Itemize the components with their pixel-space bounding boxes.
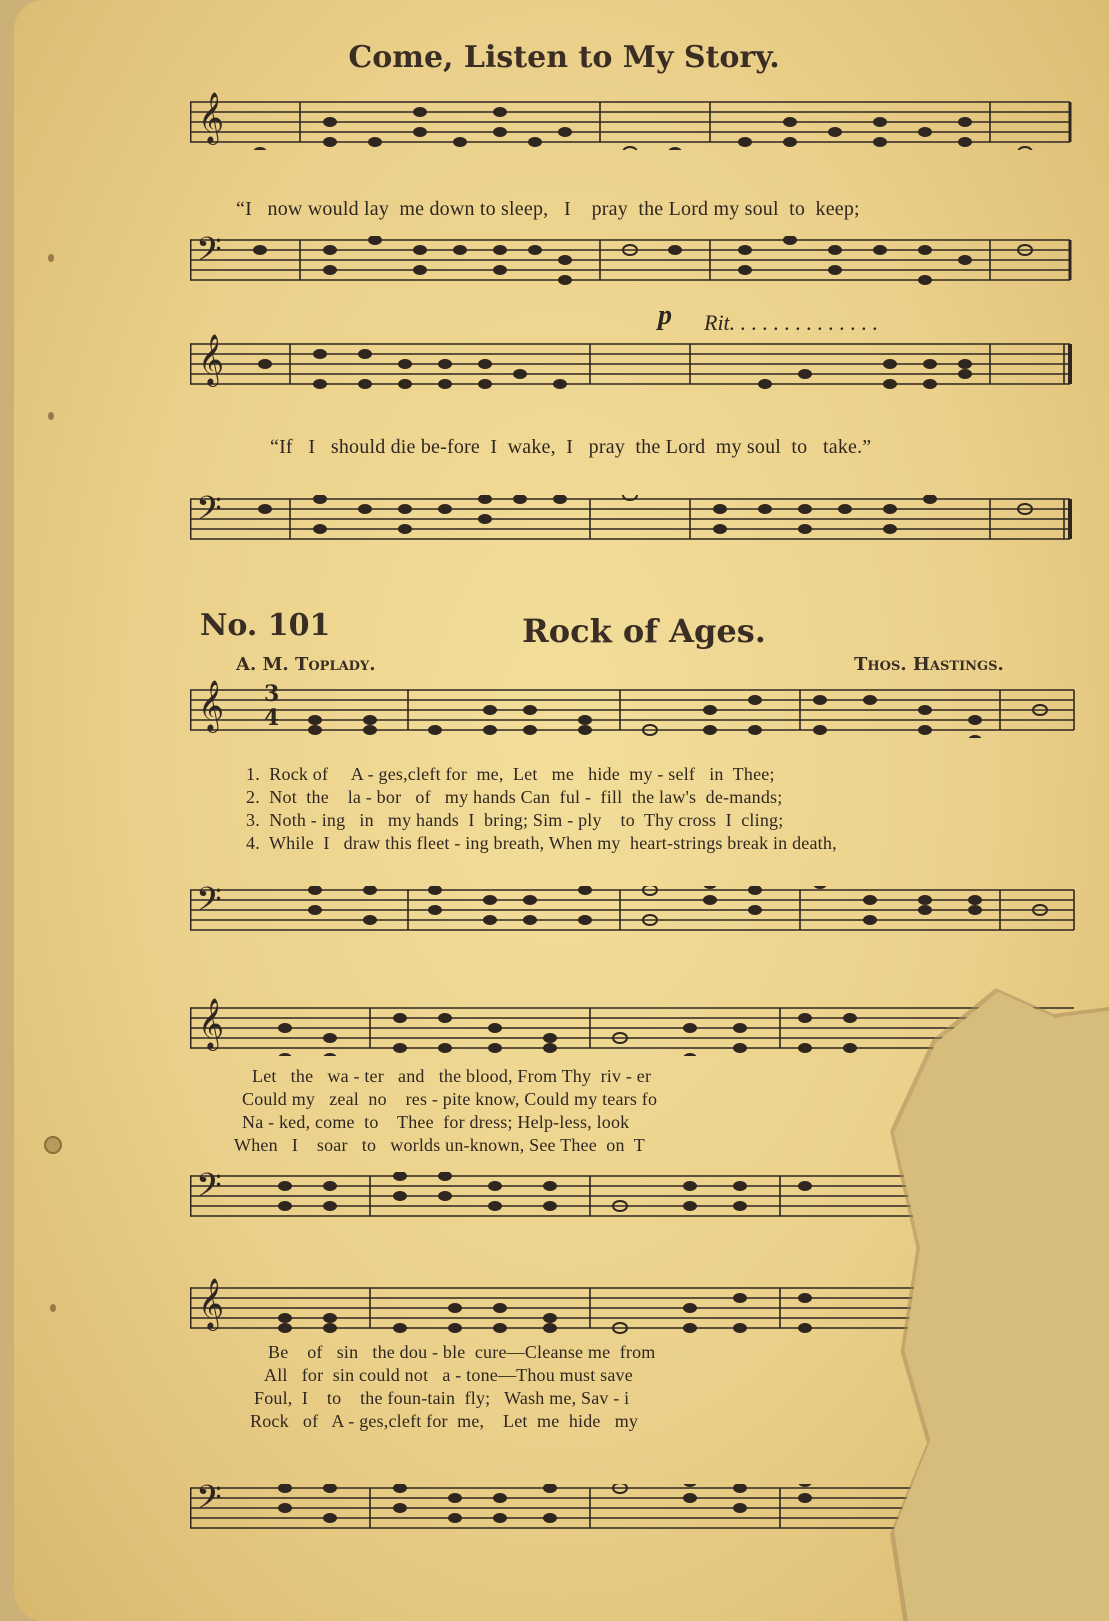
hymnal-page: [14, 0, 1109, 1621]
speck: [48, 254, 54, 262]
treble-staff: [190, 92, 1109, 150]
treble-clef-icon: 𝄞: [198, 680, 225, 731]
verse-line: Foul, I to the foun-tain fly; Wash me, Sav - i: [254, 1388, 630, 1408]
verse-line: 1. Rock of A - ges,cleft for me, Let me hide my - self in Thee;: [246, 764, 775, 784]
song-title: Come, Listen to My Story.: [348, 40, 780, 75]
bass-clef-icon: 𝄢: [196, 1479, 222, 1525]
song-title: Rock of Ages.: [522, 612, 766, 650]
treble-staff: [190, 334, 1109, 392]
ritardando-marking: Rit. . . . . . . . . . . . . .: [704, 310, 879, 335]
verse-line: Let the wa - ter and the blood, From Thy riv - er: [252, 1066, 652, 1086]
music-system: [190, 680, 1109, 976]
verse-line: When I soar to worlds un-known, See Thee on T: [234, 1135, 645, 1155]
verse-line: 3. Noth - ing in my hands I bring; Sim - ply to Thy cross I cling;: [246, 810, 784, 830]
composer-credit: Thos. Hastings.: [854, 654, 1004, 675]
verse-line: Na - ked, come to Thee for dress; Help-less, look: [242, 1112, 630, 1132]
bass-staff: [190, 881, 1109, 938]
treble-clef-icon: 𝄞: [198, 334, 225, 385]
lyric-line: “If I should die be-fore I wake, I pray the Lord my soul to take.”: [270, 436, 872, 458]
verse-line: All for sin could not a - tone—Thou must save: [264, 1365, 633, 1385]
music-system: [190, 92, 1109, 298]
lyricist-credit: A. M. Toplady.: [236, 654, 376, 675]
time-signature-bottom: 4: [264, 705, 280, 731]
bass-clef-icon: 𝄢: [196, 1167, 222, 1213]
bass-clef-icon: 𝄢: [196, 490, 222, 536]
time-signature: [264, 682, 279, 730]
speck: [50, 1304, 56, 1312]
torn-corner: [894, 992, 1109, 1621]
verse-line: Could my zeal no res - pite know, Could my tears fo: [242, 1089, 658, 1109]
bass-staff: [190, 231, 1109, 288]
lyric-line: “I now would lay me down to sleep, I pray the Lord my soul to keep;: [236, 198, 860, 220]
speck: [48, 412, 54, 420]
time-signature-top: 3: [264, 681, 280, 707]
bass-clef-icon: 𝄢: [196, 881, 222, 927]
verse-line: 2. Not the la - bor of my hands Can ful - fill the law's de-mands;: [246, 787, 783, 807]
verse-line: 4. While I draw this fleet - ing breath, When my heart-strings break in death,: [246, 833, 837, 853]
treble-staff: [190, 680, 1109, 738]
treble-clef-icon: 𝄞: [198, 1278, 225, 1329]
bass-staff: [190, 490, 1109, 547]
bass-clef-icon: 𝄢: [196, 231, 222, 277]
verse-line: Rock of A - ges,cleft for me, Let me hide my: [250, 1411, 639, 1431]
dynamic-marking: p: [658, 300, 672, 331]
binding-hole: [44, 1136, 62, 1154]
treble-clef-icon: 𝄞: [198, 92, 225, 143]
hymn-number: No. 101: [200, 608, 331, 643]
music-system: [190, 334, 1109, 570]
verse-line: Be of sin the dou - ble cure—Cleanse me from: [268, 1342, 656, 1362]
treble-clef-icon: 𝄞: [198, 998, 225, 1049]
